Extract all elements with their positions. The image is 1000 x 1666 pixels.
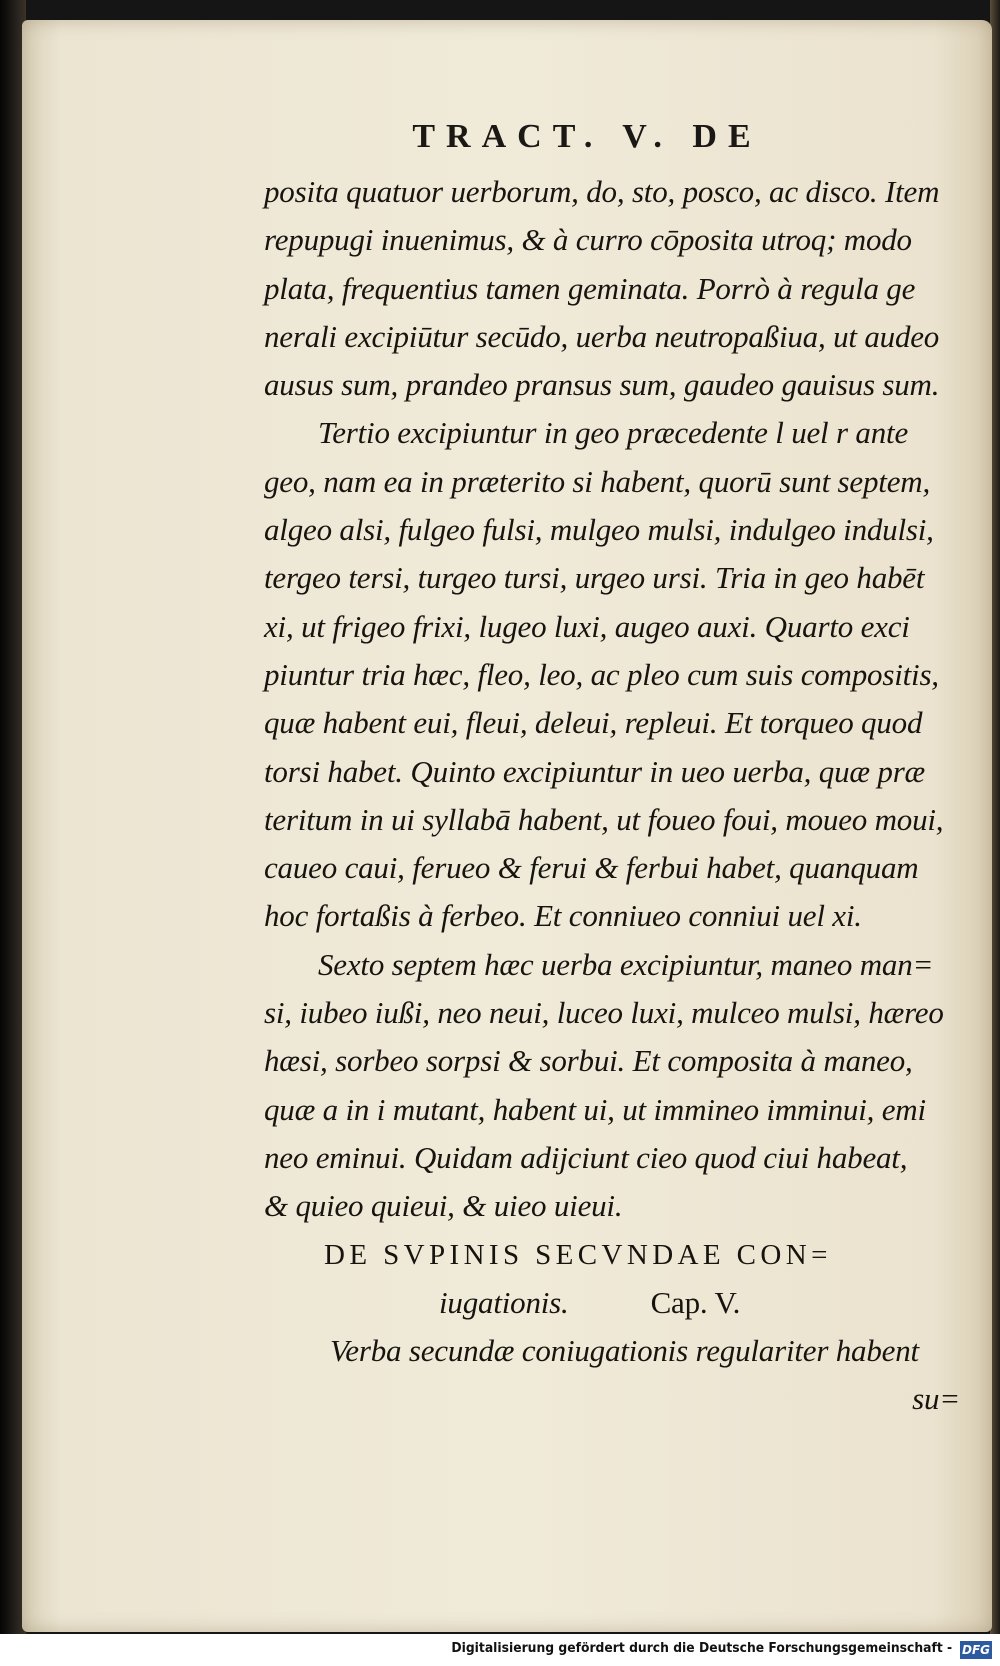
book-page	[22, 20, 992, 1632]
catchword: su=	[912, 1381, 960, 1417]
text-line: algeo alsi, fulgeo fulsi, mulgeo mulsi, indulgeo indulsi,	[264, 512, 934, 548]
footer-credit: Digitalisierung gefördert durch die Deutsche Forschungsgemeinschaft -	[451, 1641, 952, 1656]
text-line: torsi habet. Quinto excipiuntur in ueo uerba, quæ præ	[264, 753, 926, 789]
chapter-heading: DE SVPINIS SECVNDAE CON=	[324, 1238, 832, 1271]
text-line: ausus sum, prandeo pransus sum, gaudeo gauisus sum.	[264, 367, 940, 403]
text-line: plata, frequentius tamen geminata. Porrò à regula ge	[264, 270, 916, 306]
text-line: repupugi inuenimus, & à curro cōposita utroq; modo	[264, 222, 912, 258]
footer-bar	[0, 1634, 1000, 1666]
text-line: Verba secundæ coniugationis regulariter habent	[330, 1333, 919, 1369]
text-line: & quieo quieui, & uieo uieui.	[264, 1188, 623, 1224]
text-line: geo, nam ea in præterito si habent, quorū sunt septem,	[264, 463, 930, 499]
text-line: quæ habent eui, fleui, deleui, repleui. Et torqueo quod	[264, 705, 923, 741]
chapter-number: Cap. V.	[650, 1284, 741, 1320]
chapter-heading-continuation	[264, 1279, 984, 1327]
chapter-heading-text: iugationis.	[439, 1284, 569, 1320]
text-line: quæ a in i mutant, habent ui, ut immineo imminui, emi	[264, 1091, 926, 1127]
text-line: Sexto septem hæc uerba excipiuntur, maneo man=	[318, 946, 934, 982]
text-line: piuntur tria hæc, fleo, leo, ac pleo cum suis compositis,	[264, 656, 939, 692]
text-line: tergeo tersi, turgeo tursi, urgeo ursi. Tria in geo habēt	[264, 560, 925, 596]
running-head: TRACT. V. DE	[412, 118, 762, 155]
text-line: nerali excipiūtur secūdo, uerba neutropaßiua, ut audeo	[264, 318, 940, 354]
text-line: hoc fortaßis à ferbeo. Et conniueo conniui uel xi.	[264, 898, 862, 934]
text-line: teritum in ui syllabā habent, ut foueo foui, moueo moui,	[264, 801, 944, 837]
text-line: caueo caui, ferueo & ferui & ferbui habet, quanquam	[264, 850, 919, 886]
dfg-logo: DFG	[961, 1643, 990, 1657]
text-line: Tertio excipiuntur in geo præcedente l uel r ante	[318, 415, 909, 451]
text-line: hæsi, sorbeo sorpsi & sorbui. Et composita à maneo,	[264, 1043, 913, 1079]
text-line: si, iubeo iußi, neo neui, luceo luxi, mulceo mulsi, hæreo	[264, 995, 944, 1031]
text-line: xi, ut frigeo frixi, lugeo luxi, augeo auxi. Quarto exci	[264, 608, 910, 644]
text-line: neo eminui. Quidam adijciunt cieo quod ciui habeat,	[264, 1139, 908, 1175]
text-body	[264, 168, 984, 1424]
text-line: posita quatuor uerborum, do, sto, posco, ac disco. Item	[264, 174, 940, 209]
